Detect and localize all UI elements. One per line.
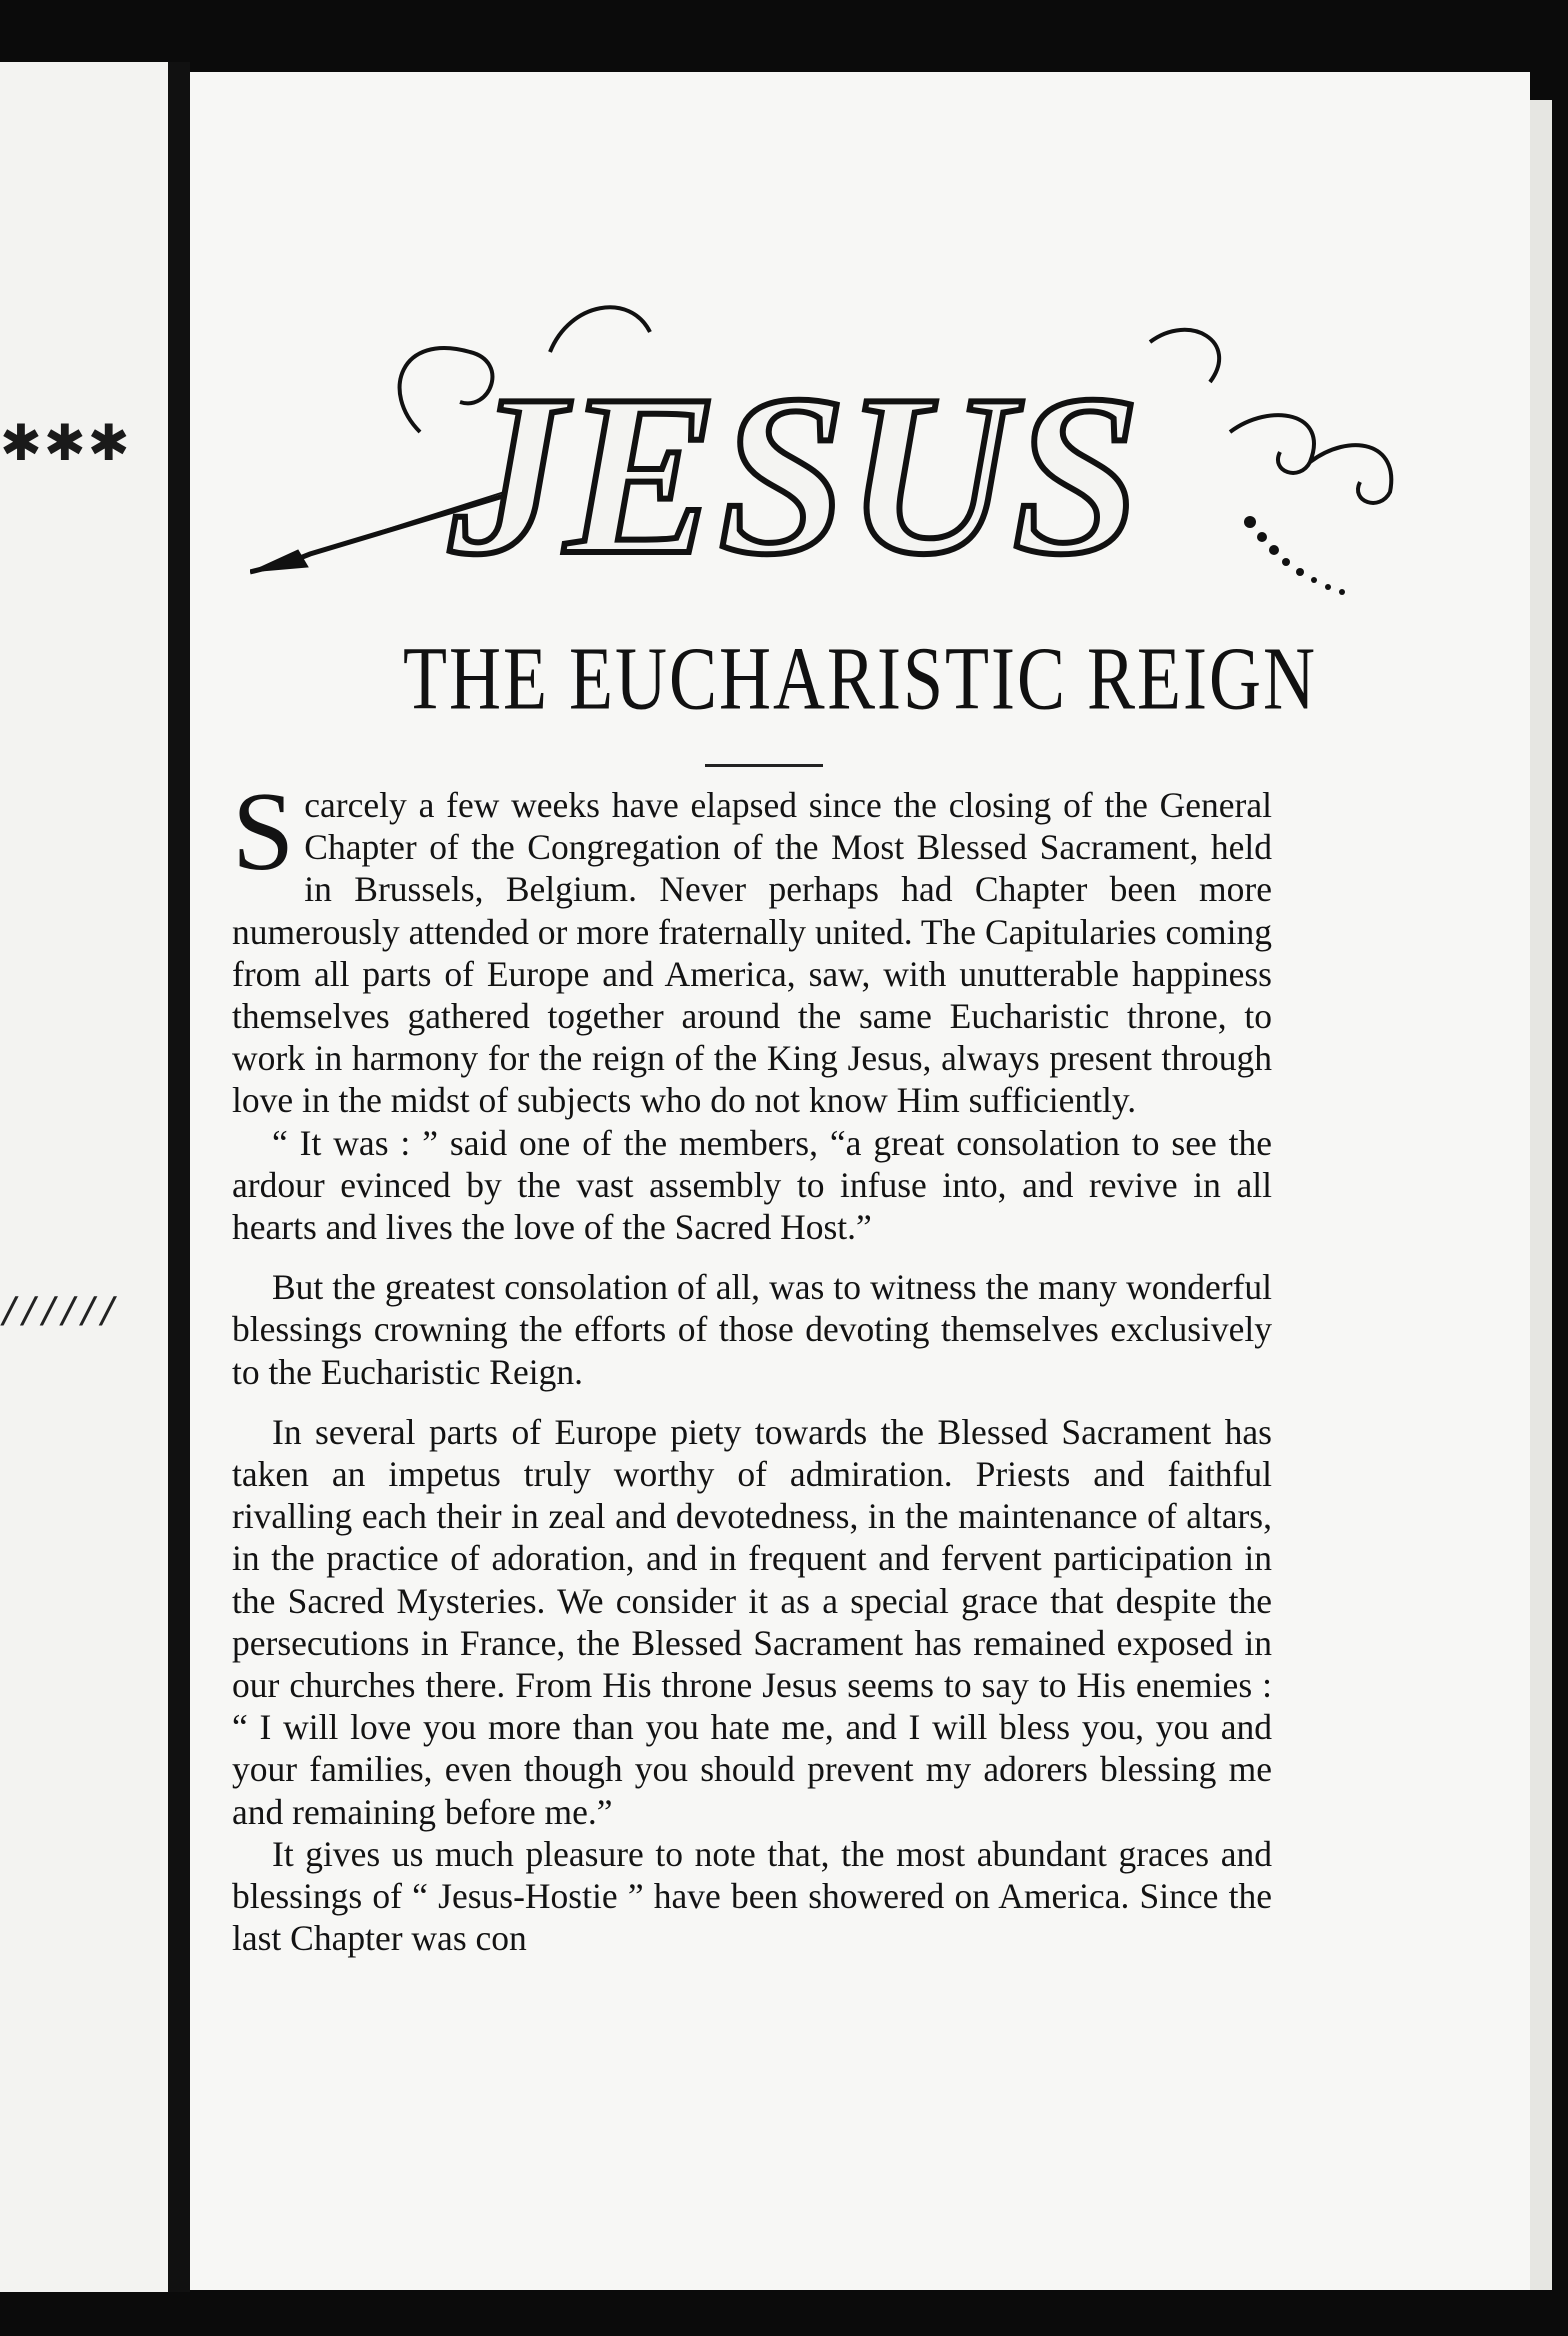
bead-chain-icon bbox=[1244, 516, 1345, 595]
ornament-letter: JESUS bbox=[450, 347, 1141, 602]
book-gutter bbox=[168, 62, 190, 2292]
paragraph: But the greatest consolation of all, was to witness the many wonderful blessings crowning the efforts of those devoting themselves exclusively to the Eucharistic Reign. bbox=[232, 1267, 1272, 1392]
right-page bbox=[190, 72, 1530, 2290]
jesus-ornament bbox=[250, 282, 1470, 642]
page-title: THE EUCHARISTIC REIGN bbox=[403, 628, 1317, 729]
paragraph bbox=[232, 770, 1272, 1122]
paragraph: “ It was : ” said one of the members, “a great consolation to see the ardour evinced by the vast assembly to infuse into, and revive in all hearts and lives the love of the Sacred Host.” bbox=[232, 1122, 1272, 1248]
page-edge bbox=[1530, 100, 1552, 2290]
article-body bbox=[232, 770, 1272, 1959]
drop-cap: S bbox=[232, 770, 295, 894]
star-ornament: ✱✱✱ bbox=[0, 414, 132, 472]
left-page bbox=[0, 62, 168, 2292]
paragraph: It gives us much pleasure to note that, the most abundant graces and blessings of “ Jesus-Hostie ” have been showered on America. Since the last Chapter was con bbox=[232, 1833, 1272, 1959]
title-rule bbox=[705, 764, 823, 767]
hatch-ornament: ////// bbox=[0, 1290, 119, 1331]
paragraph-text: carcely a few weeks have elapsed since the closing of the General Chapter of the Congregation of the Most Blessed Sacrament, held in Brussels, Belgium. Never perhaps had Chapter been more numerously attended or more fraternally united. The Capitularies coming from all parts of Europe and America, saw, with unutterable happiness themselves gathered together around the same Eucharistic throne, to work in harmony for the reign of the King Jesus, always present through love in the midst of subjects who do not know Him sufficiently. bbox=[232, 785, 1272, 1121]
paragraph: In several parts of Europe piety towards the Blessed Sacrament has taken an impetus truly worthy of admiration. Priests and faithful rivalling each their in zeal and devotedness, in the maintenance of altars, in the practice of adoration, and in frequent and fervent participation in the Sacred Mysteries. We consider it as a special grace that despite the persecutions in France, the Blessed Sacrament has remained exposed in our churches there. From His throne Jesus seems to say to His enemies : “ I will love you more than you hate me, and I will bless you, you and your families, even though you should prevent my adorers blessing me and remaining before me.” bbox=[232, 1411, 1272, 1832]
